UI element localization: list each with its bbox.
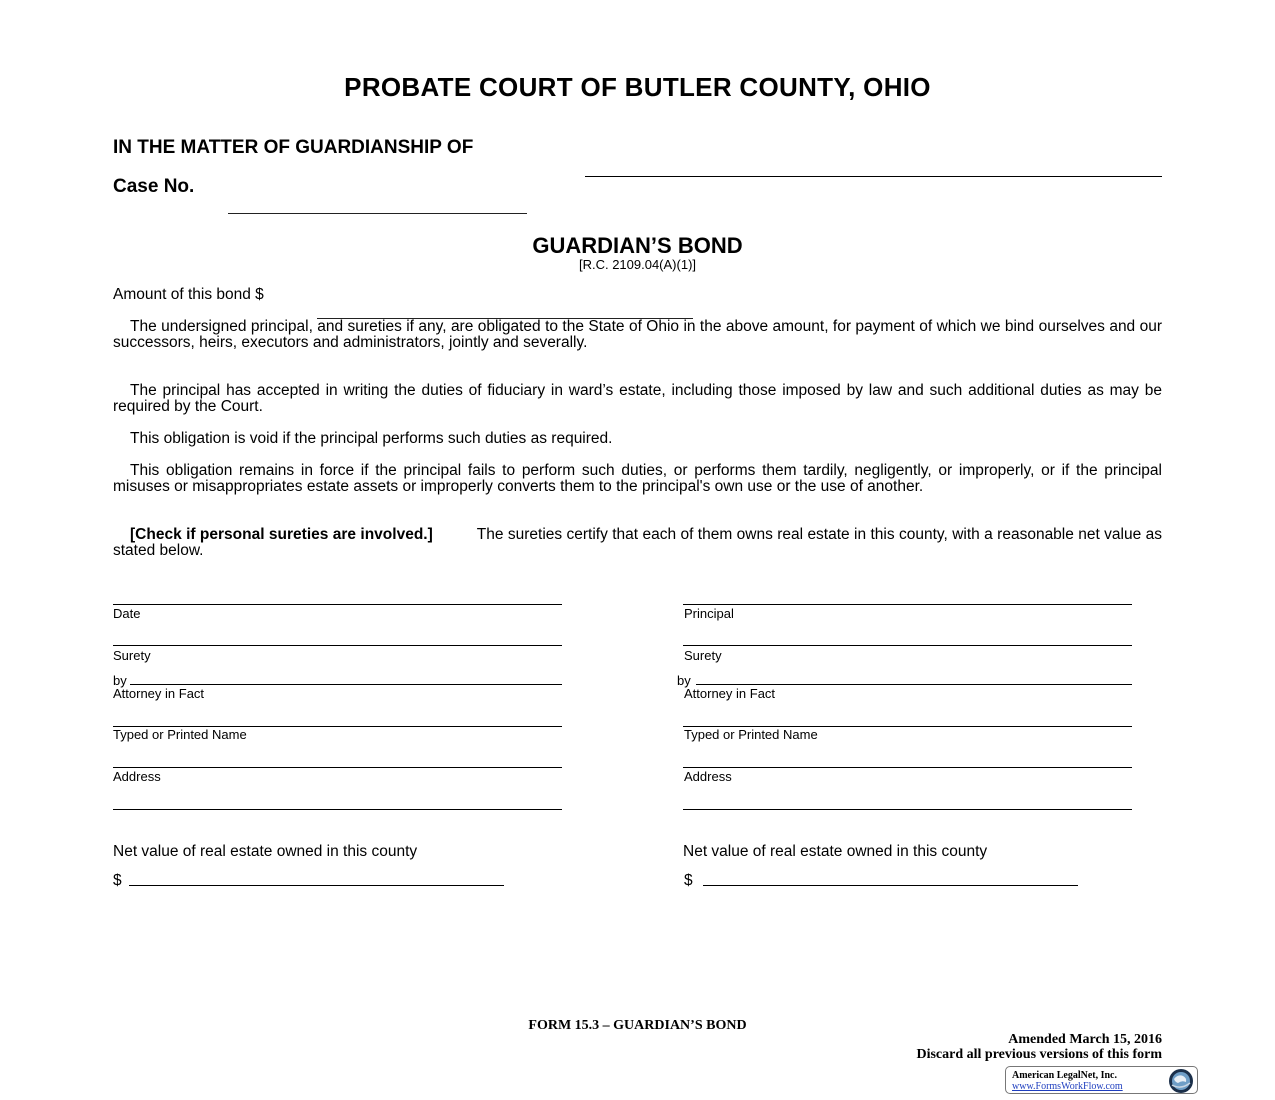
- left-dollar-sign: $: [113, 872, 122, 889]
- case-number-field[interactable]: [228, 194, 527, 214]
- publisher-badge[interactable]: [1005, 1066, 1198, 1094]
- right-printed-name-label: Typed or Printed Name: [684, 727, 818, 742]
- right-address-field-1[interactable]: [683, 767, 1132, 768]
- right-by-label: by: [677, 673, 691, 688]
- void-condition-paragraph: This obligation is void if the principal performs such duties as required.: [130, 430, 613, 447]
- publisher-link[interactable]: www.FormsWorkFlow.com: [1012, 1081, 1123, 1092]
- left-net-value-label: Net value of real estate owned in this county: [113, 843, 418, 860]
- bond-amount-field[interactable]: [317, 301, 693, 319]
- force-condition-paragraph: This obligation remains in force if the principal fails to perform such duties, or performs them tardily, negligently, or improperly, or if the principal misuses or misappropriates estate assets or improperly converts them to the principal's own use or the use of another.: [113, 462, 1162, 495]
- sureties-certification-text: The sureties certify that each of them owns real estate in this county, with a reasonable net value as stated below.: [113, 526, 1162, 559]
- principal-signature-field[interactable]: [683, 604, 1132, 605]
- fiduciary-duties-paragraph: The principal has accepted in writing the duties of fiduciary in ward’s estate, including those imposed by law and such additional duties as may be required by the Court.: [113, 382, 1162, 415]
- left-surety-signature-field[interactable]: [113, 645, 562, 646]
- amended-date: Amended March 15, 2016: [1008, 1032, 1162, 1047]
- sureties-paragraph: [113, 527, 1162, 559]
- left-address-field-2[interactable]: [113, 809, 562, 810]
- ward-name-field[interactable]: [585, 157, 1162, 177]
- date-field[interactable]: [113, 604, 562, 605]
- right-net-value-label: Net value of real estate owned in this county: [683, 843, 988, 860]
- right-attorney-signature-field[interactable]: [696, 684, 1132, 685]
- right-surety-signature-field[interactable]: [683, 645, 1132, 646]
- right-attorney-label: Attorney in Fact: [684, 686, 776, 701]
- form-number: FORM 15.3 – GUARDIAN’S BOND: [528, 1018, 747, 1033]
- right-surety-label: Surety: [684, 648, 722, 663]
- globe-icon: [1168, 1068, 1194, 1094]
- left-printed-name-label: Typed or Printed Name: [113, 727, 247, 742]
- principal-label: Principal: [684, 606, 734, 621]
- left-surety-label: Surety: [113, 648, 151, 663]
- right-address-field-2[interactable]: [683, 809, 1132, 810]
- right-dollar-sign: $: [684, 872, 693, 889]
- right-address-label: Address: [684, 769, 732, 784]
- date-label: Date: [113, 606, 141, 621]
- discard-notice: Discard all previous versions of this form: [916, 1047, 1162, 1062]
- left-attorney-signature-field[interactable]: [130, 684, 562, 685]
- left-by-label: by: [113, 673, 127, 688]
- matter-label: IN THE MATTER OF GUARDIANSHIP OF: [113, 137, 474, 158]
- form-title: GUARDIAN’S BOND: [532, 233, 743, 258]
- left-net-value-field[interactable]: [129, 885, 504, 886]
- bond-amount-label: Amount of this bond $: [113, 286, 264, 303]
- case-number-label: Case No.: [113, 176, 195, 197]
- court-title: PROBATE COURT OF BUTLER COUNTY, OHIO: [344, 72, 931, 102]
- revision-notice: [916, 1032, 1162, 1062]
- left-address-field-1[interactable]: [113, 767, 562, 768]
- right-net-value-field[interactable]: [703, 885, 1078, 886]
- left-address-label: Address: [113, 769, 161, 784]
- publisher-name: American LegalNet, Inc.: [1012, 1070, 1117, 1081]
- left-attorney-label: Attorney in Fact: [113, 686, 205, 701]
- personal-sureties-checkbox-label[interactable]: [Check if personal sureties are involved.]: [130, 526, 433, 543]
- obligation-paragraph: The undersigned principal, and sureties if any, are obligated to the State of Ohio in the above amount, for payment of which we bind ourselves and our successors, heirs, executors and administrators, jointly and severally.: [113, 318, 1162, 351]
- statute-citation: [R.C. 2109.04(A)(1)]: [578, 257, 697, 272]
